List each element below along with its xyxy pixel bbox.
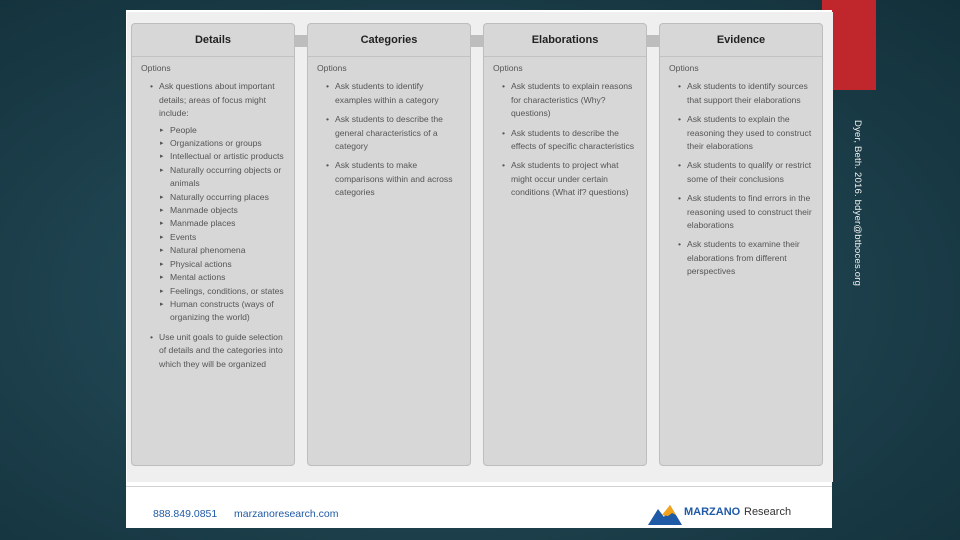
option-text: Ask students to project what might occur under certain conditions (What if? questions): [511, 160, 629, 198]
options-list: [141, 80, 286, 371]
focus-area-item: ▸ Human constructs (ways of organizing the world): [160, 298, 286, 325]
option-text: Ask students to describe the effects of specific characteristics: [511, 127, 635, 152]
column-body: [308, 57, 470, 200]
option-text: Ask students to find errors in the reasoning used to construct their elaborations: [687, 193, 812, 231]
option-item: [326, 113, 462, 153]
option-item: [502, 127, 638, 154]
logo-wordmark: MARZANO: [684, 506, 741, 518]
mountain-logo-icon: [648, 503, 684, 527]
marzano-logo: [648, 503, 798, 527]
column-title: Categories: [308, 24, 470, 57]
focus-area-item: ▸ Organizations or groups: [160, 137, 286, 150]
option-text: Ask students to describe the general characteristics of a category: [335, 114, 443, 152]
column-categories: [307, 23, 471, 466]
option-text: Ask students to identify examples within a category: [335, 81, 439, 105]
focus-area-item: ▸ Intellectual or artistic products: [160, 150, 286, 163]
option-item: [326, 80, 462, 107]
column-title: Elaborations: [484, 24, 646, 57]
column-elaborations: [483, 23, 647, 466]
options-list: [669, 80, 814, 278]
option-item: [502, 159, 638, 199]
option-item: [678, 159, 814, 186]
focus-area-item: ▸ Naturally occurring places: [160, 191, 286, 204]
footer-phone: 888.849.0851: [153, 508, 218, 520]
option-text: Ask students to identify sources that support their elaborations: [687, 81, 808, 105]
focus-area-item: ▸ Manmade places: [160, 217, 286, 230]
option-text: Ask questions about important details; areas of focus might include:: [159, 81, 275, 119]
option-text: Ask students to explain reasons for characteristics (Why? questions): [511, 81, 633, 119]
option-text: Ask students to examine their elaborations from different perspectives: [687, 239, 800, 277]
focus-area-item: ▸ Natural phenomena: [160, 244, 286, 257]
footer-website-link[interactable]: marzanoresearch.com: [234, 508, 339, 520]
options-label: Options: [141, 63, 171, 73]
focus-area-item: ▸ Manmade objects: [160, 204, 286, 217]
option-item: [678, 113, 814, 153]
options-label: Options: [669, 63, 699, 73]
options-label: Options: [493, 63, 523, 73]
option-text: Ask students to qualify or restrict some of their conclusions: [687, 160, 812, 184]
focus-area-item: ▸ People: [160, 124, 286, 137]
option-item: [326, 159, 462, 199]
column-title: Details: [132, 24, 294, 57]
option-item: [678, 238, 814, 278]
option-text: Ask students to explain the reasoning they used to construct their elaborations: [687, 114, 812, 152]
focus-area-list: [159, 124, 286, 325]
side-credit: Dyer, Beth. 2016. bdyer@btboces.org: [852, 120, 863, 287]
column-body: [484, 57, 646, 200]
focus-area-item: ▸ Mental actions: [160, 271, 286, 284]
option-text: Use unit goals to guide selection of details and the categories into which they will be organized: [159, 331, 283, 369]
column-details: [131, 23, 295, 466]
column-body: [132, 57, 294, 371]
logo-subtitle: Research: [744, 506, 792, 518]
option-item: [502, 80, 638, 120]
focus-area-item: ▸ Naturally occurring objects or animals: [160, 164, 286, 191]
option-item: [678, 192, 814, 232]
options-list: [317, 80, 462, 199]
option-item: [678, 80, 814, 107]
option-item: [150, 80, 286, 324]
focus-area-item: ▸ Physical actions: [160, 258, 286, 271]
footer-divider: [126, 486, 832, 487]
column-title: Evidence: [660, 24, 822, 57]
column-evidence: [659, 23, 823, 466]
focus-area-item: ▸ Events: [160, 231, 286, 244]
focus-area-item: ▸ Feelings, conditions, or states: [160, 285, 286, 298]
option-text: Ask students to make comparisons within and across categories: [335, 160, 453, 198]
column-body: [660, 57, 822, 279]
options-list: [493, 80, 638, 199]
option-item: [150, 331, 286, 371]
options-label: Options: [317, 63, 347, 73]
